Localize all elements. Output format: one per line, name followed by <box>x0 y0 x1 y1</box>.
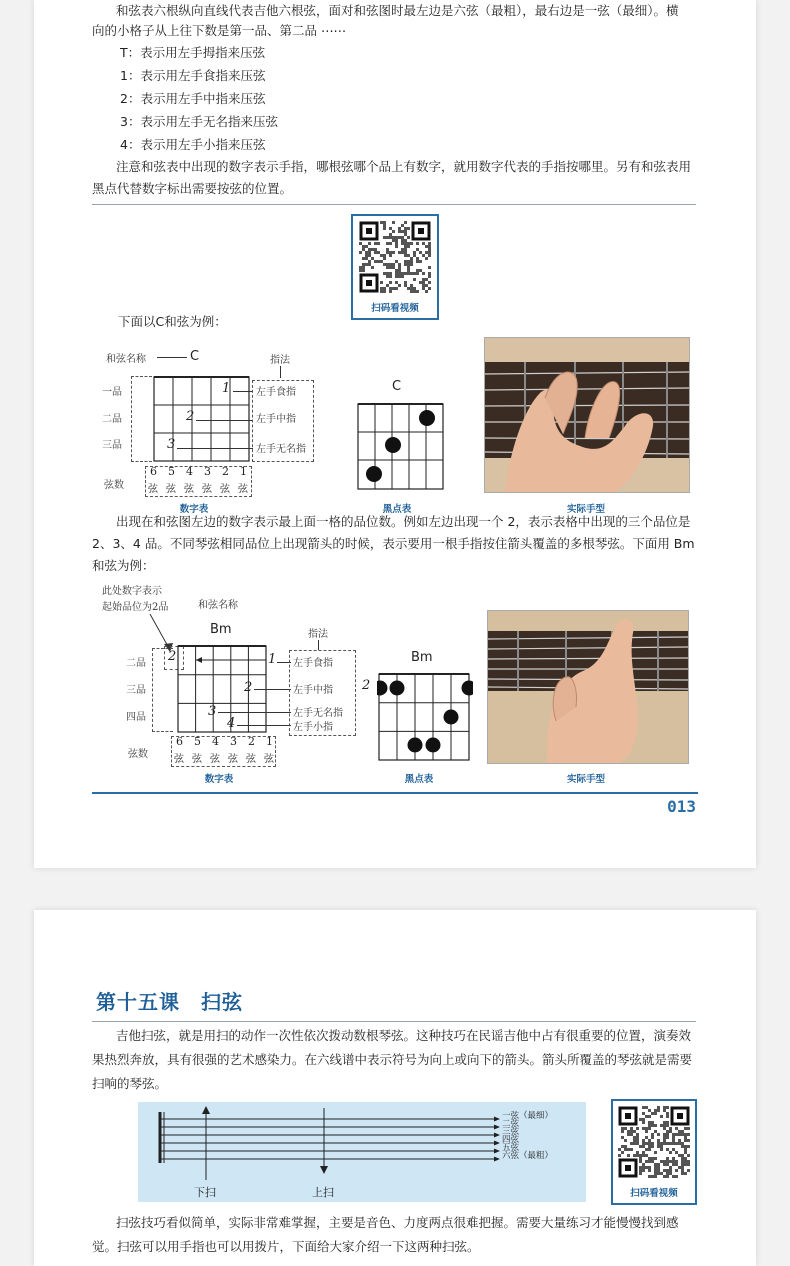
finger-legend-1: 1：表示用左手食指来压弦 <box>120 68 266 83</box>
strum-para2-line2: 觉。扫弦可以用手指也可以用拨片，下面给大家介绍一下这两种扫弦。 <box>92 1239 480 1254</box>
bm-hand-photo <box>487 610 689 764</box>
bm-string-char: 弦 <box>264 754 274 765</box>
c-finger-number-2: 2 <box>186 409 195 424</box>
bm-chord-name-label: 和弦名称 <box>198 600 238 611</box>
bm-string-char: 弦 <box>246 754 256 765</box>
bm-caption-dot-chart: 黑点表 <box>404 774 434 785</box>
c-fret-bracket <box>131 376 152 462</box>
note-line-2: 黑点代替数字标出需要按弦的位置。 <box>92 181 293 196</box>
bm-finger-note-2: 左手中指 <box>293 685 333 696</box>
bm-line-3: 和弦为例： <box>92 558 155 573</box>
c-hand-photo <box>484 337 690 493</box>
c-finger-note-3: 左手无名指 <box>256 444 306 455</box>
c-fret-label-2: 二品 <box>102 414 122 425</box>
bm-string-3: 3 <box>230 735 237 748</box>
c-chord-name: C <box>190 349 200 364</box>
bm-number-grid <box>176 644 270 736</box>
c-string-4: 4 <box>186 465 193 478</box>
c-fingering-label: 指法 <box>270 355 290 366</box>
string-name-3: 三弦 <box>502 1127 520 1137</box>
c-leader-3 <box>177 448 253 449</box>
c-chord-name-line <box>157 357 187 358</box>
c-string-6: 6 <box>150 465 157 478</box>
c-chord-name-label: 和弦名称 <box>106 354 146 365</box>
bm-string-char: 弦 <box>210 754 220 765</box>
page-013 <box>34 0 756 868</box>
c-hand-image <box>485 338 689 492</box>
bm-string-char: 弦 <box>174 754 184 765</box>
bm-fret-label-4: 四品 <box>126 712 146 723</box>
c-dot-string4-fret2 <box>385 437 401 453</box>
bm-string-6: 6 <box>176 735 183 748</box>
c-dot-grid <box>356 402 448 492</box>
string-name-6: 六弦（最粗） <box>502 1151 554 1161</box>
bm-finger-number-3: 3 <box>208 704 217 719</box>
qr-label-2: 扫码看视频 <box>630 1188 678 1199</box>
bm-dot-string1-fret2 <box>462 681 474 696</box>
c-string-3: 3 <box>204 465 211 478</box>
c-finger-number-1: 1 <box>222 381 231 396</box>
string-name-5: 五弦 <box>502 1143 520 1153</box>
bm-string-1: 1 <box>266 735 273 748</box>
bm-dot-grid <box>377 672 473 764</box>
bm-position-note-2: 起始品位为2品 <box>102 602 169 613</box>
c-finger-note-2: 左手中指 <box>256 414 296 425</box>
bm-leader-3 <box>218 712 291 713</box>
strum-para1-line3: 扫响的琴弦。 <box>92 1076 168 1091</box>
finger-legend-4: 4：表示用左手小指来压弦 <box>120 137 266 152</box>
bm-caption-number-chart: 数字表 <box>204 774 234 785</box>
c-string-char: 弦 <box>238 484 248 495</box>
qr-label: 扫码看视频 <box>371 303 419 314</box>
bm-string-5: 5 <box>194 735 201 748</box>
strum-diagram <box>138 1102 586 1202</box>
bm-chord-name: Bm <box>210 622 232 637</box>
page-next <box>34 910 756 1266</box>
c-string-numbers <box>148 465 250 495</box>
qr-video-link-2[interactable] <box>611 1099 697 1205</box>
bm-finger-note-4: 左手小指 <box>293 722 333 733</box>
title-rule <box>92 1021 696 1022</box>
qr-video-link[interactable] <box>351 214 439 320</box>
bm-dot-title: Bm <box>411 650 433 665</box>
c-caption-number-chart: 数字表 <box>179 504 209 515</box>
c-caption-hand-shape: 实际手型 <box>566 504 605 515</box>
bm-finger-number-1: 1 <box>268 652 277 667</box>
c-string-char: 弦 <box>220 484 230 495</box>
bm-dot-string2-fret3 <box>444 710 459 725</box>
c-finger-note-1: 左手食指 <box>256 387 296 398</box>
c-leader-2 <box>196 420 253 421</box>
down-strum-label: 下扫 <box>194 1186 216 1199</box>
bm-dot-string4-fret4 <box>408 738 423 753</box>
c-example-intro: 下面以C和弦为例： <box>118 314 227 329</box>
bm-finger-number-2: 2 <box>244 680 253 695</box>
intro-line-1: 和弦表六根纵向直线代表吉他六根弦，面对和弦图时最左边是六弦（最粗），最右边是一弦（最细）。横 <box>116 3 679 18</box>
bm-dot-string3-fret4 <box>426 738 441 753</box>
bm-hand-image <box>488 611 688 763</box>
lesson-title: 第十五课 扫弦 <box>96 990 243 1014</box>
string-name-4: 四弦 <box>502 1135 520 1145</box>
up-strum-label: 上扫 <box>312 1186 334 1199</box>
bm-string-label: 弦数 <box>128 749 148 760</box>
bm-string-char: 弦 <box>192 754 202 765</box>
bm-string-numbers <box>174 735 274 765</box>
c-fret-label-3: 三品 <box>102 440 122 451</box>
bm-line-2: 2、3、4 品。不同琴弦相同品位上出现箭头的时候，表示要用一根手指按住箭头覆盖的多根琴弦。下面用 Bm <box>92 536 695 551</box>
bm-finger-note-3: 左手无名指 <box>293 708 343 719</box>
c-dot-string2-fret1 <box>419 410 435 426</box>
string-name-2: 二弦 <box>502 1119 520 1129</box>
c-fingering-tick <box>280 366 281 378</box>
finger-legend-t: T：表示用左手拇指来压弦 <box>120 45 266 60</box>
string-arrows <box>468 1119 496 1159</box>
c-leader-1 <box>233 391 253 392</box>
bm-fingering-label: 指法 <box>308 629 328 640</box>
c-fret-label-1: 一品 <box>102 387 122 398</box>
bm-dot-fret: 2 <box>362 678 371 693</box>
bm-position-note-1: 此处数字表示 <box>102 586 162 597</box>
bm-string-char: 弦 <box>228 754 238 765</box>
note-line-1: 注意和弦表中出现的数字表示手指，哪根弦哪个品上有数字，就用数字代表的手指按哪里。另有和弦表用 <box>116 159 692 174</box>
c-string-2: 2 <box>222 465 229 478</box>
intro-line-2: 向的小格子从上往下数是第一品、第二品 ⋯⋯ <box>92 23 346 38</box>
c-string-char: 弦 <box>184 484 194 495</box>
footer-rule <box>92 792 698 794</box>
c-string-char: 弦 <box>166 484 176 495</box>
bm-fingering-tick <box>318 640 319 650</box>
bm-leader-4 <box>237 725 291 726</box>
c-finger-number-3: 3 <box>167 437 176 452</box>
bm-start-fret: 2 <box>168 649 177 664</box>
strum-para1-line2: 果热烈奔放，具有很强的艺术感染力。在六线谱中表示符号为向上或向下的箭头。箭头所覆盖的琴弦就是需要 <box>92 1052 693 1067</box>
bm-leader-2 <box>254 689 291 690</box>
strum-para2-line1: 扫弦技巧看似简单，实际非常难掌握，主要是音色、力度两点很难把握。需要大量练习才能慢慢找到感 <box>116 1215 679 1230</box>
string-name-1: 一弦（最细） <box>502 1111 554 1121</box>
c-string-char: 弦 <box>148 484 158 495</box>
c-dot-title: C <box>392 379 402 394</box>
c-caption-dot-chart: 黑点表 <box>382 504 412 515</box>
c-string-1: 1 <box>240 465 247 478</box>
bm-line-1: 出现在和弦图左边的数字表示最上面一格的品位数。例如左边出现一个 2，表示表格中出现的三个品位是 <box>116 514 691 529</box>
qr-code-icon <box>359 221 431 293</box>
strum-para1-line1: 吉他扫弦，就是用扫的动作一次性依次拨动数根琴弦。这种技巧在民谣吉他中占有很重要的位置，演奏效 <box>116 1028 692 1043</box>
c-string-5: 5 <box>168 465 175 478</box>
bm-string-2: 2 <box>248 735 255 748</box>
bm-caption-hand-shape: 实际手型 <box>566 774 605 785</box>
qr-code-icon <box>618 1106 690 1178</box>
bm-finger-number-4: 4 <box>227 716 236 731</box>
bm-fret-label-2: 二品 <box>126 658 146 669</box>
bm-finger-note-1: 左手食指 <box>293 658 333 669</box>
finger-legend-3: 3：表示用左手无名指来压弦 <box>120 114 278 129</box>
c-dot-string5-fret3 <box>366 466 382 482</box>
bm-string-4: 4 <box>212 735 219 748</box>
c-string-char: 弦 <box>202 484 212 495</box>
c-string-label: 弦数 <box>104 480 124 491</box>
bm-fret-label-3: 三品 <box>126 685 146 696</box>
bm-dot-string6-fret2 <box>377 681 388 696</box>
finger-legend-2: 2：表示用左手中指来压弦 <box>120 91 266 106</box>
bm-dot-string5-fret2 <box>390 681 405 696</box>
section-divider <box>92 204 696 205</box>
page-number: 013 <box>667 797 696 816</box>
